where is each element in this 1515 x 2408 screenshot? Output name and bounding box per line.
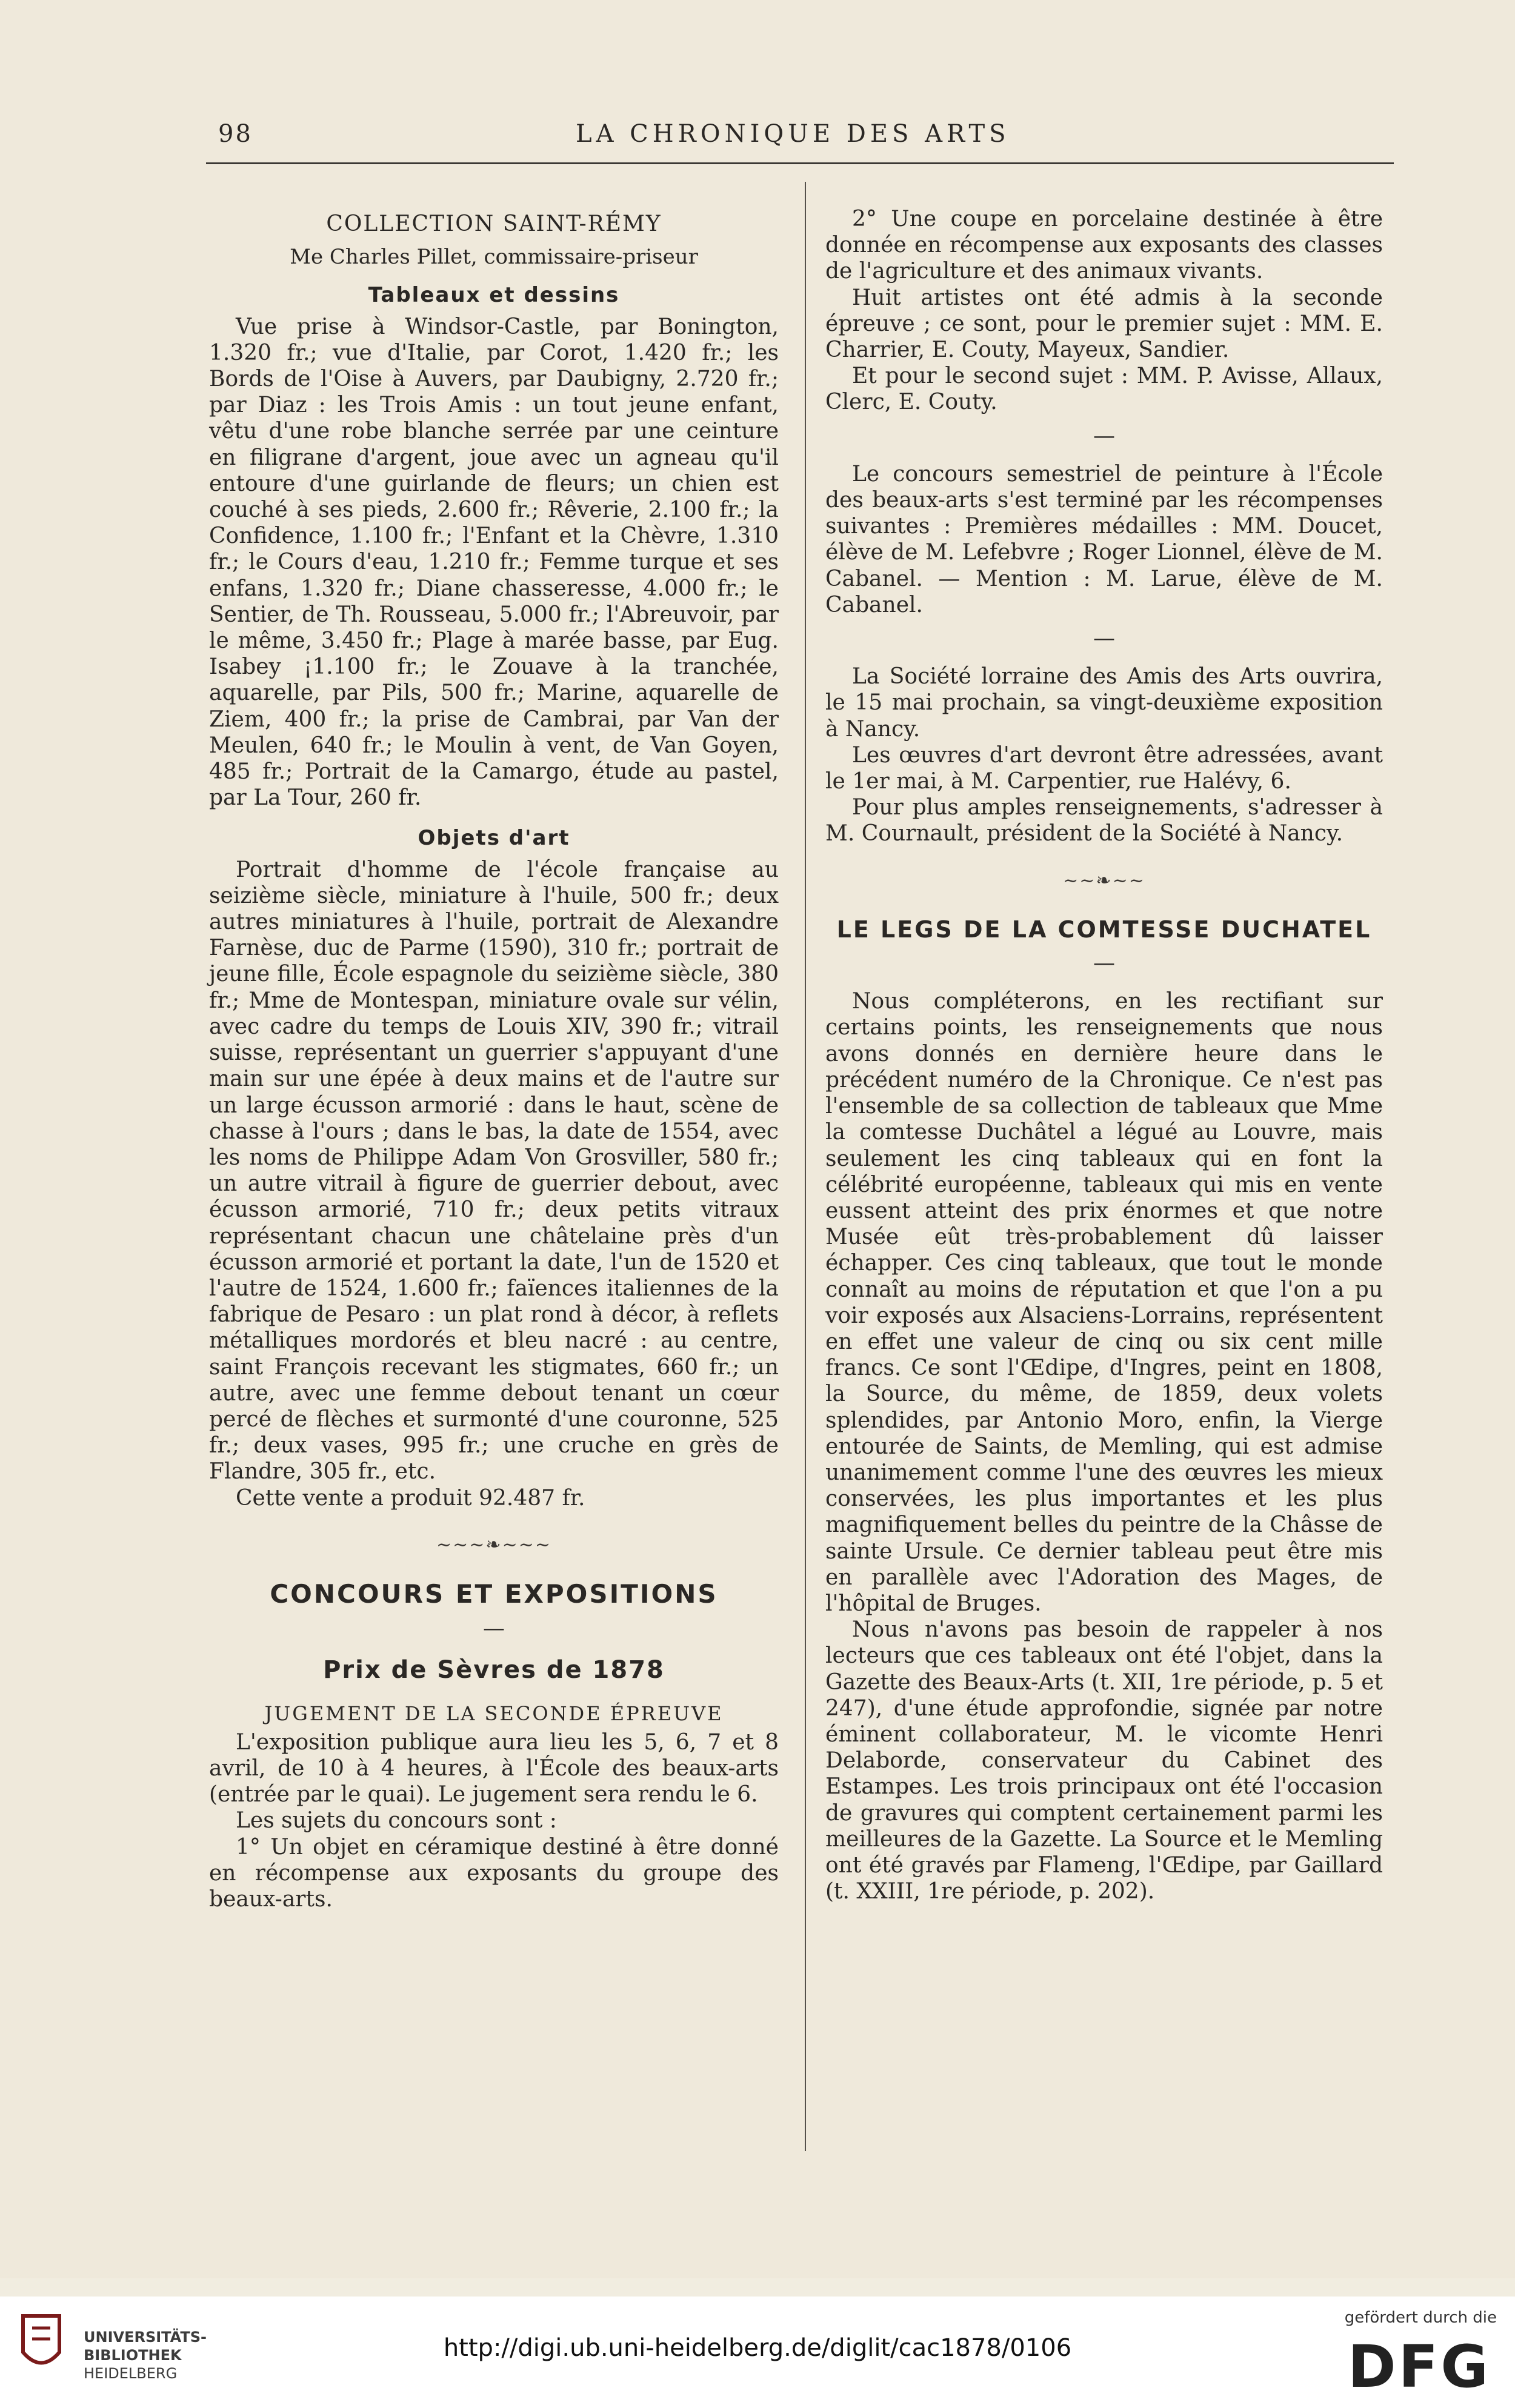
- paragraph-total: Cette vente a produit 92.487 fr.: [236, 1485, 585, 1511]
- right-column: [825, 206, 1383, 1904]
- paragraph-artistes: Huit artistes ont été admis à la seconde épreuve ; ce sont, pour le premier sujet : MM. E. Charrier, E. Couty, Mayeux, Sandier.: [825, 285, 1383, 363]
- paragraph-second-sujet: Et pour le second sujet : MM. P. Avisse, Allaux, Clerc, E. Couty.: [825, 364, 1383, 415]
- paragraph-sujet-2: 2° Une coupe en porcelaine destinée à être donnée en récompense aux exposants des classes de l'agriculture et des animaux vivants.: [825, 207, 1383, 284]
- paragraph-legs-1: Nous compléterons, en les rectifiant sur certains points, les renseignements que nous avons donnés en dernière heure dans le précédent numéro de la Chronique. Ce n'est pas l'ensemble de sa collection de tableaux que Mme la comtesse Duchâtel a légué au Louvre, mais seulement les cinq tableaux qui en font la célébrité européenne, tableaux qui mis en vente eussent atteint des prix énormes et que notre Musée eût très-probablement dû laisser échapper. Ces cinq tableaux, que tout le monde connaît au moins de réputation et que l'on a pu voir exposés aux Alsaciens-Lorrains, représentent en effet une valeur de cinq ou six cent mille francs. Ce sont l'Œdipe, d'Ingres, peint en 1808, la Source, du même, de 1859, deux volets splendides, par Antonio Moro, enfin, la Vierge entourée de Saints, de Memling, qui est admise unanimement comme l'une des œuvres les mieux conservées, les plus importantes et les plus magnifiquement belles du peintre de la Châsse de sainte Ursule. Ce dernier tableau peut être mis en parallèle avec l'Adoration des Mages, de l'hôpital de Bruges.: [825, 989, 1383, 1616]
- library-name-line2: BIBLIOTHEK: [84, 2347, 182, 2364]
- dash-divider: —: [483, 1616, 505, 1641]
- paragraph-renseignements: Pour plus amples renseignements, s'adresser à M. Cournault, président de la Société à Nancy.: [825, 795, 1383, 846]
- heading-objets: Objets d'art: [418, 826, 570, 851]
- heading-legs: LE LEGS DE LA COMTESSE DUCHATEL: [836, 916, 1372, 943]
- left-column: [209, 206, 779, 1912]
- section-concours: CONCOURS ET EXPOSITIONS: [270, 1578, 718, 1609]
- ornament-divider: ~~~❧~~~: [436, 1534, 551, 1555]
- ornament-divider: ~~❧~~: [1063, 870, 1145, 891]
- paragraph-exposition: L'exposition publique aura lieu les 5, 6, 7 et 8 avril, de 10 à 4 heures, à l'École des beaux-arts (entrée par le quai). Le jugement sera rendu le 6.: [209, 1729, 779, 1808]
- page-header: [206, 116, 1394, 155]
- paragraph-oeuvres: Les œuvres d'art devront être adressées, avant le 1er mai, à M. Carpentier, rue Halévy, 6.: [825, 742, 1383, 794]
- paragraph-societe-lorraine: La Société lorraine des Amis des Arts ouvrira, le 15 mai prochain, sa vingt-deuxième exposition à Nancy.: [825, 664, 1383, 742]
- paragraph-objets: Portrait d'homme de l'école française au seizième siècle, miniature à l'huile, 500 fr.; deux autres miniatures à l'huile, portrait de Alexandre Farnèse, duc de Parme (1590), 310 fr.; portrait de jeune fille, École espagnole du seizième siècle, 380 fr.; Mme de Montespan, miniature ovale sur vélin, avec cadre du temps de Louis XIV, 390 fr.; vitrail suisse, représentant un guerrier s'appuyant d'une main sur une épée à deux mains et de l'autre sur un large écusson armorié : dans le haut, scène de chasse à l'ours ; dans le bas, la date de 1554, avec les noms de Philippe Adam Von Grosviller, 580 fr.; un autre vitrail à figure de guerrier debout, avec écusson armorié, 710 fr.; deux petits vitraux représentant chacun une châtelaine près d'un écusson armorié et portant la date, l'un de 1520 et l'autre de 1524, 1.600 fr.; faïences italiennes de la fabrique de Pesaro : un plat rond à décor, à reflets métalliques mordorés et bleu nacré : au centre, saint François recevant les stigmates, 660 fr.; un autre, avec une femme debout tenant un cœur percé de flèches et surmonté d'une couronne, 525 fr.; deux vases, 995 fr.; une cruche en grès de Flandre, 305 fr., etc.: [209, 857, 779, 1485]
- library-name-line1: UNIVERSITÄTS-: [84, 2329, 207, 2346]
- auctioneer-line: Me Charles Pillet, commissaire-priseur: [290, 245, 698, 270]
- heading-tableaux: Tableaux et dessins: [368, 283, 620, 308]
- dash-divider: —: [1093, 626, 1115, 651]
- paragraph-legs-2: Nous n'avons pas besoin de rappeler à nos lecteurs que ces tableaux ont été l'objet, dans la Gazette des Beaux-Arts (t. XII, 1re période, p. 5 et 247), d'une étude approfondie, signée par notre éminent collaborateur, M. le vicomte Henri Delaborde, conservateur du Cabinet des Estampes. Les trois principaux ont été l'occasion de gravures qui comptent certainement parmi les meilleures de la Gazette. La Source et le Memling ont été gravés par Flameng, l'Œdipe, par Gaillard (t. XXIII, 1re période, p. 202).: [825, 1617, 1383, 1904]
- paragraph-sujet-1: 1° Un objet en céramique destiné à être donné en récompense aux exposants du groupe des beaux-arts.: [209, 1834, 779, 1912]
- funded-by-label: gefördert durch die: [1344, 2309, 1497, 2327]
- journal-title: LA CHRONIQUE DES ARTS: [576, 120, 1010, 148]
- heading-jugement: JUGEMENT DE LA SECONDE ÉPREUVE: [264, 1701, 724, 1725]
- dfg-logo: DFG: [1347, 2333, 1491, 2401]
- page-number: 98: [218, 120, 253, 148]
- paragraph-sujets: Les sujets du concours sont :: [236, 1808, 557, 1834]
- dash-divider: —: [1093, 423, 1115, 448]
- library-name-line3: HEIDELBERG: [84, 2365, 178, 2382]
- heading-prix-sevres: Prix de Sèvres de 1878: [323, 1656, 665, 1685]
- source-url-link[interactable]: http://digi.ub.uni-heidelberg.de/diglit/cac1878/0106: [443, 2334, 1072, 2362]
- collection-title: COLLECTION SAINT-RÉMY: [326, 211, 662, 236]
- header-rule: [206, 162, 1394, 164]
- dash-divider: —: [1093, 951, 1115, 976]
- footer-bar: [0, 2297, 1515, 2408]
- paragraph-concours-semestriel: Le concours semestriel de peinture à l'École des beaux-arts s'est terminé par les récompenses suivantes : Premières médailles : MM. Doucet, élève de M. Lefebvre ; Roger Lionnel, élève de M. Cabanel. — Mention : M. Larue, élève de M. Cabanel.: [825, 461, 1383, 617]
- paragraph-tableaux: Vue prise à Windsor-Castle, par Bonington, 1.320 fr.; vue d'Italie, par Corot, 1.420 fr.; les Bords de l'Oise à Auvers, par Daubigny, 2.720 fr.; par Diaz : les Trois Amis : un tout jeune enfant, vêtu d'une robe blanche serrée par une ceinture en filigrane d'argent, joue avec un agneau qu'il entoure d'une guirlande de fleurs; un chien est couché à ses pieds, 2.600 fr.; Rêverie, 2.100 fr.; la Confidence, 1.100 fr.; l'Enfant et la Chèvre, 1.310 fr.; le Cours d'eau, 1.210 fr.; Femme turque et ses enfans, 1.320 fr.; Diane chasseresse, 4.000 fr.; le Sentier, de Th. Rousseau, 5.000 fr.; l'Abreuvoir, par le même, 3.450 fr.; Plage à marée basse, par Eug. Isabey ¡1.100 fr.; le Zouave à la tranchée, aquarelle, par Pils, 500 fr.; Marine, aquarelle de Ziem, 400 fr.; la prise de Cambrai, par Van der Meulen, 640 fr.; le Moulin à vent, de Van Goyen, 485 fr.; Portrait de la Camargo, étude au pastel, par La Tour, 260 fr.: [209, 314, 779, 811]
- column-divider: [805, 182, 806, 2151]
